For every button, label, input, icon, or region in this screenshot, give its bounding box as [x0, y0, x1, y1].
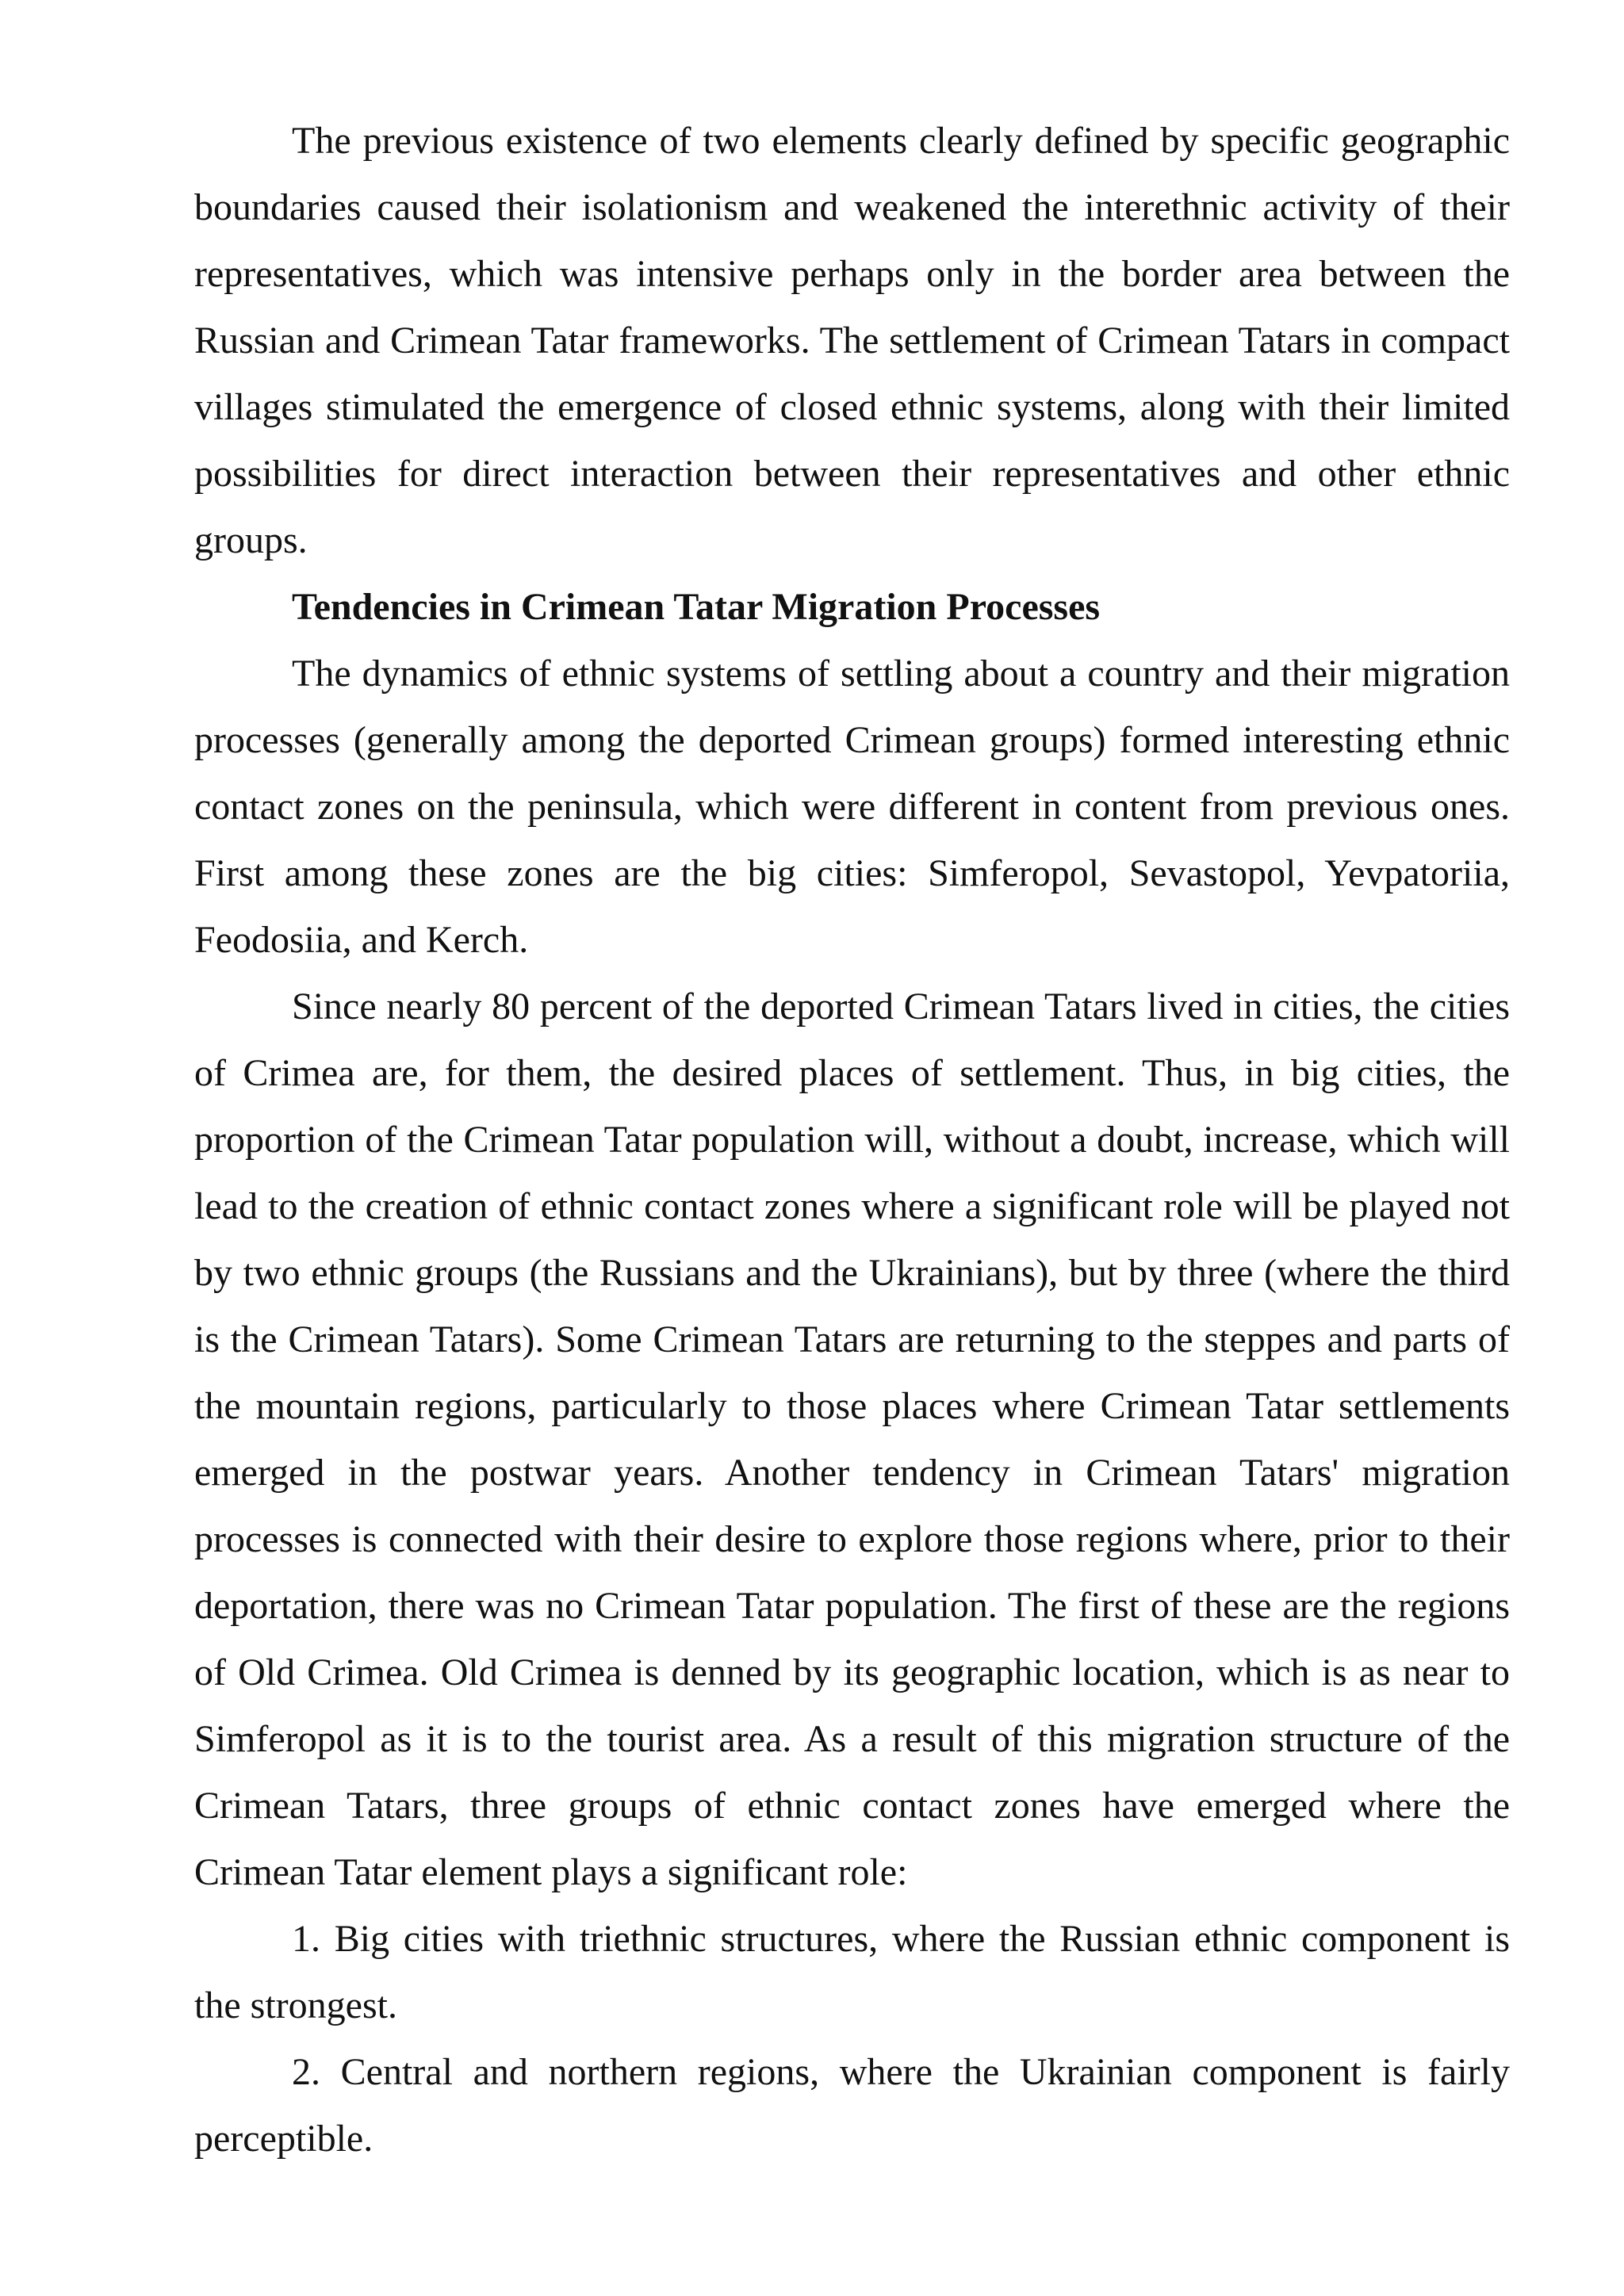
list-item-central-northern-regions: 2. Central and northern regions, where the Ukrainian component is fairly perceptible. — [194, 2051, 1510, 2160]
list-item-big-cities: 1. Big cities with triethnic structures, where the Russian ethnic component is the strongest. — [194, 1918, 1510, 2026]
document-page — [194, 108, 1510, 2172]
paragraph-intro: The previous existence of two elements clearly defined by specific geographic boundaries caused their isolationism and weakened the interethnic activity of their representatives, which was intensive perhaps only in the border area between the Russian and Crimean Tatar frameworks. The settlement of Crimean Tatars in compact villages stimulated the emergence of closed ethnic systems, along with their limited possibilities for direct interaction between their representatives and other ethnic groups. — [194, 120, 1510, 561]
paragraph-settlement-tendencies: Since nearly 80 percent of the deported Crimean Tatars lived in cities, the cities of Crimea are, for them, the desired places of settlement. Thus, in big cities, the proportion of the Crimean Tatar population will, without a doubt, increase, which will lead to the creation of ethnic contact zones where a significant role will be played not by two ethnic groups (the Russians and the Ukrainians), but by three (where the third is the Crimean Tatars). Some Crimean Tatars are returning to the steppes and parts of the mountain regions, particularly to those places where Crimean Tatar settlements emerged in the postwar years. Another tendency in Crimean Tatars' migration processes is connected with their desire to explore those regions where, prior to their deportation, there was no Crimean Tatar population. The first of these are the regions of Old Crimea. Old Crimea is denned by its geographic location, which is as near to Simferopol as it is to the tourist area. As a result of this migration structure of the Crimean Tatars, three groups of ethnic contact zones have emerged where the Crimean Tatar element plays a significant role: — [194, 985, 1510, 1893]
paragraph-contact-zones: The dynamics of ethnic systems of settling about a country and their migration processes (generally among the deported Crimean groups) formed interesting ethnic contact zones on the peninsula, which were different in content from previous ones. First among these zones are the big cities: Simferopol, Sevastopol, Yevpatoriia, Feodosiia, and Kerch. — [194, 652, 1510, 961]
section-heading: Tendencies in Crimean Tatar Migration Processes — [292, 586, 1101, 628]
